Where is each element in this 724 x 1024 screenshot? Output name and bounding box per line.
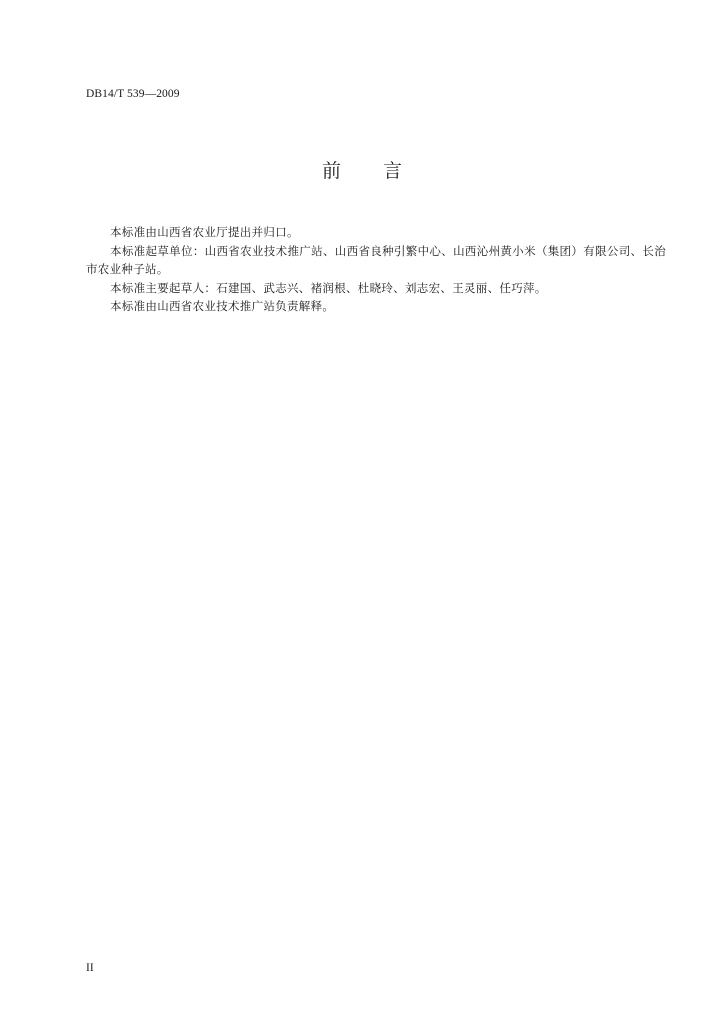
section-title-part1: 前 [321,160,341,182]
paragraph-drafters: 本标准主要起草人：石建国、武志兴、褚润根、杜晓玲、刘志宏、王灵丽、任巧萍。 [110,280,547,295]
paragraph-drafting-units: 本标准起草单位：山西省农业技术推广站、山西省良种引繁中心、山西沁州黄小米（集团）有限公司、长治市农业种子站。 [86,243,666,277]
paragraph-interpretation: 本标准由山西省农业技术推广站负责解释。 [110,299,335,314]
section-title-part2: 言 [383,160,403,182]
standard-code: DB14/T 539—2009 [86,88,180,100]
paragraph-proposer: 本标准由山西省农业厅提出并归口。 [110,225,299,239]
section-title [0,156,724,183]
foreword-body [86,223,666,316]
page-number: II [86,962,94,974]
